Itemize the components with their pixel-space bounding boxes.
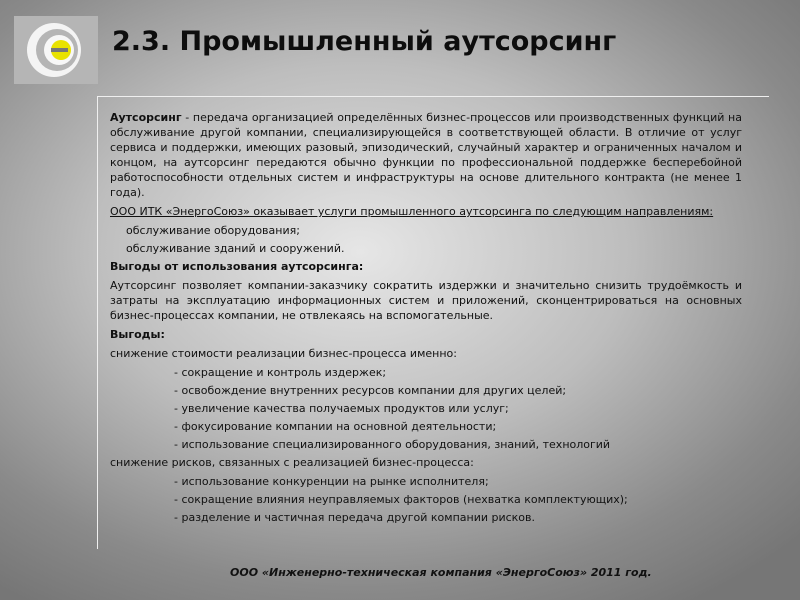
company-logo	[14, 16, 98, 84]
cost-reduction-item: - освобождение внутренних ресурсов компании для других целей;	[174, 384, 567, 397]
risk-reduction-item: - использование конкуренции на рынке исполнителя;	[174, 475, 489, 488]
benefits-paragraph: Аутсорсинг позволяет компании-заказчику сократить издержки и значительно снизить трудоёмкость и затраты на эксплуатацию информационных систем и приложений, сконцентрироваться на основных бизнес-процессах компании, не отвлекаясь на вспомогательные.	[110, 279, 742, 322]
vertical-divider	[97, 96, 98, 549]
slide-content	[110, 110, 742, 528]
footer-caption: ООО «Инженерно-техническая компания «ЭнергоСоюз» 2011 год.	[230, 566, 652, 579]
risk-reduction-item: - сокращение влияния неуправляемых факторов (нехватка комплектующих);	[174, 493, 628, 506]
cost-reduction-lead: снижение стоимости реализации бизнес-процесса именно:	[110, 347, 457, 360]
benefits-heading: Выгоды от использования аутсорсинга:	[110, 260, 364, 273]
company-logo-icon	[14, 16, 98, 84]
cost-reduction-item: - использование специализированного оборудования, знаний, технологий	[174, 438, 611, 451]
definition-text: - передача организацией определённых бизнес-процессов или производственных функций на обслуживание другой компании, специализирующейся в соответствующей области. В отличие от услуг сервиса и поддержки, имеющих разовый, эпизодический, случайный характер и ограниченных началом и концом, на аутсорсинг передаются обычно функции по профессиональной поддержке бесперебойной работоспособности отдельных систем и инфраструктуры на основе длительного контракта (не менее 1 года).	[110, 111, 742, 199]
horizontal-divider	[97, 96, 769, 97]
page-title: 2.3. Промышленный аутсорсинг	[112, 26, 617, 57]
cost-reduction-item: - сокращение и контроль издержек;	[174, 366, 387, 379]
service-item: обслуживание оборудования;	[126, 224, 300, 237]
definition-paragraph	[110, 110, 742, 200]
risk-reduction-lead: снижение рисков, связанных с реализацией бизнес-процесса:	[110, 456, 474, 469]
cost-reduction-item: - фокусирование компании на основной деятельности;	[174, 420, 497, 433]
services-intro: ООО ИТК «ЭнергоСоюз» оказывает услуги промышленного аутсорсинга по следующим направлениям:	[110, 205, 714, 218]
risk-reduction-item: - разделение и частичная передача другой компании рисков.	[174, 511, 536, 524]
service-item: обслуживание зданий и сооружений.	[126, 242, 345, 255]
cost-reduction-item: - увеличение качества получаемых продуктов или услуг;	[174, 402, 509, 415]
definition-term: Аутсорсинг	[110, 111, 182, 124]
benefits-label: Выгоды:	[110, 328, 165, 341]
